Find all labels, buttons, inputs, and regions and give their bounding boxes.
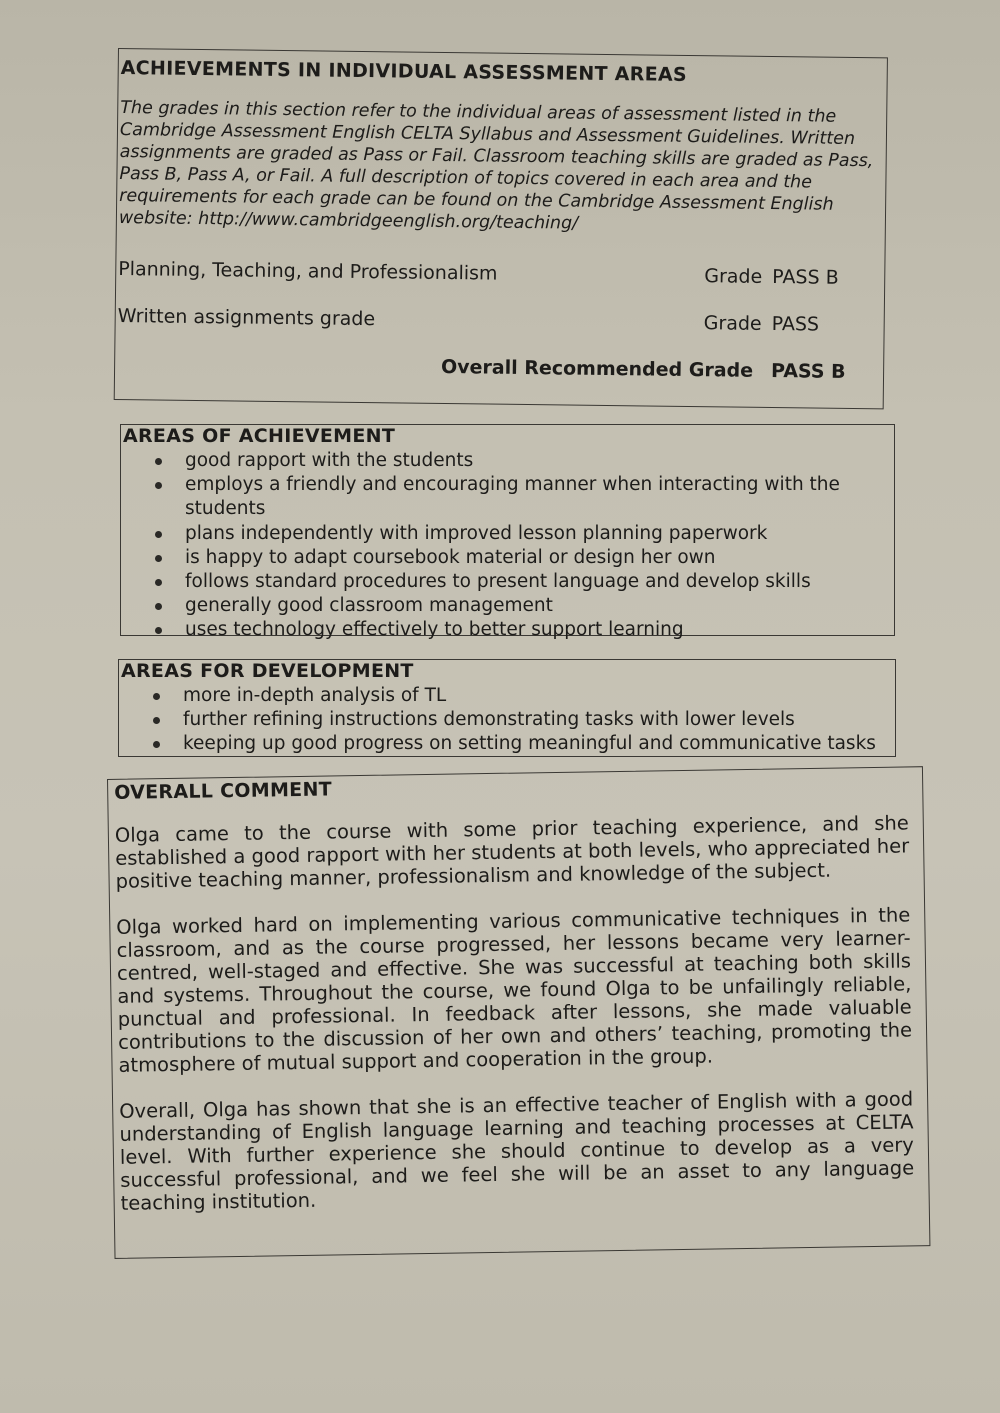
grade-row-label: Planning, Teaching, and Professionalism <box>118 258 498 285</box>
areas-of-achievement-box <box>120 424 895 641</box>
grade-row-label: Written assignments grade <box>117 305 376 331</box>
list-item: is happy to adapt coursebook material or design her own <box>123 546 888 570</box>
grade-row-written <box>117 305 850 336</box>
assessment-areas-title: ACHIEVEMENTS IN INDIVIDUAL ASSESSMENT AREAS <box>120 57 688 86</box>
overall-grade-row <box>117 352 849 383</box>
assessment-intro-text: The grades in this section refer to the individual areas of assessment listed in the Cambridge Assessment English CELTA Syllabus and Assessment Guidelines. Written assignments are graded as Pass or Fail. Classroom teaching skills are graded as Pass, Pass B, Pass A, or Fail. A full description of topics covered in each area and the requirements for each grade can be found on the Cambridge Assessment English website: http://www.cambridgeenglish.org/teaching/ <box>118 98 874 234</box>
list-item: further refining instructions demonstrating tasks with lower levels <box>121 708 889 732</box>
achievement-list <box>123 449 888 643</box>
list-item: uses technology effectively to better support learning <box>123 618 888 642</box>
overall-comment-title: OVERALL COMMENT <box>114 778 333 804</box>
grade-value: PASS B <box>772 266 839 289</box>
overall-grade-value: PASS B <box>770 360 846 383</box>
list-item: plans independently with improved lesson planning paperwork <box>123 522 888 546</box>
overall-grade-label: Overall Recommended Grade <box>440 355 754 382</box>
list-item: generally good classroom management <box>123 594 888 618</box>
overall-comment-box <box>107 766 930 1259</box>
assessment-areas-box <box>114 48 888 409</box>
grade-word-label: Grade <box>703 312 762 335</box>
grade-word-label: Grade <box>704 265 763 288</box>
list-item: employs a friendly and encouraging manner when interacting with the students <box>123 473 888 521</box>
list-item: follows standard procedures to present language and develop skills <box>123 570 888 594</box>
grade-row-planning <box>118 258 850 289</box>
areas-for-development-title: AREAS FOR DEVELOPMENT <box>121 660 414 682</box>
grade-value: PASS <box>771 313 820 336</box>
list-item: keeping up good progress on setting meaningful and communicative tasks <box>121 732 889 756</box>
comment-paragraph: Olga came to the course with some prior teaching experience, and she established a good rapport with her students at both levels, who appreciated her positive teaching manner, professionalism and knowledge of the subject. <box>114 811 910 893</box>
areas-of-achievement-title: AREAS OF ACHIEVEMENT <box>123 425 396 447</box>
development-list <box>121 684 889 757</box>
comment-paragraph: Overall, Olga has shown that she is an effective teacher of English with a good understanding of English language learning and teaching processes at CELTA level. With further experience she should continue to develop as a very successful professional, and we feel she will be an asset to any language teaching institution. <box>119 1087 915 1215</box>
list-item: good rapport with the students <box>123 449 888 473</box>
comment-paragraph: Olga worked hard on implementing various communicative techniques in the classroom, and as the course progressed, her lessons became very learner-centred, well-staged and effective. She was successful at teaching both skills and systems. Throughout the course, we found Olga to be unfailingly reliable, punctual and professional. In feedback after lessons, she made valuable contributions to the discussion of her own and others’ teaching, promoting the atmosphere of mutual support and cooperation in the group. <box>116 903 913 1077</box>
list-item: more in-depth analysis of TL <box>121 684 889 708</box>
areas-for-development-box <box>118 659 896 757</box>
